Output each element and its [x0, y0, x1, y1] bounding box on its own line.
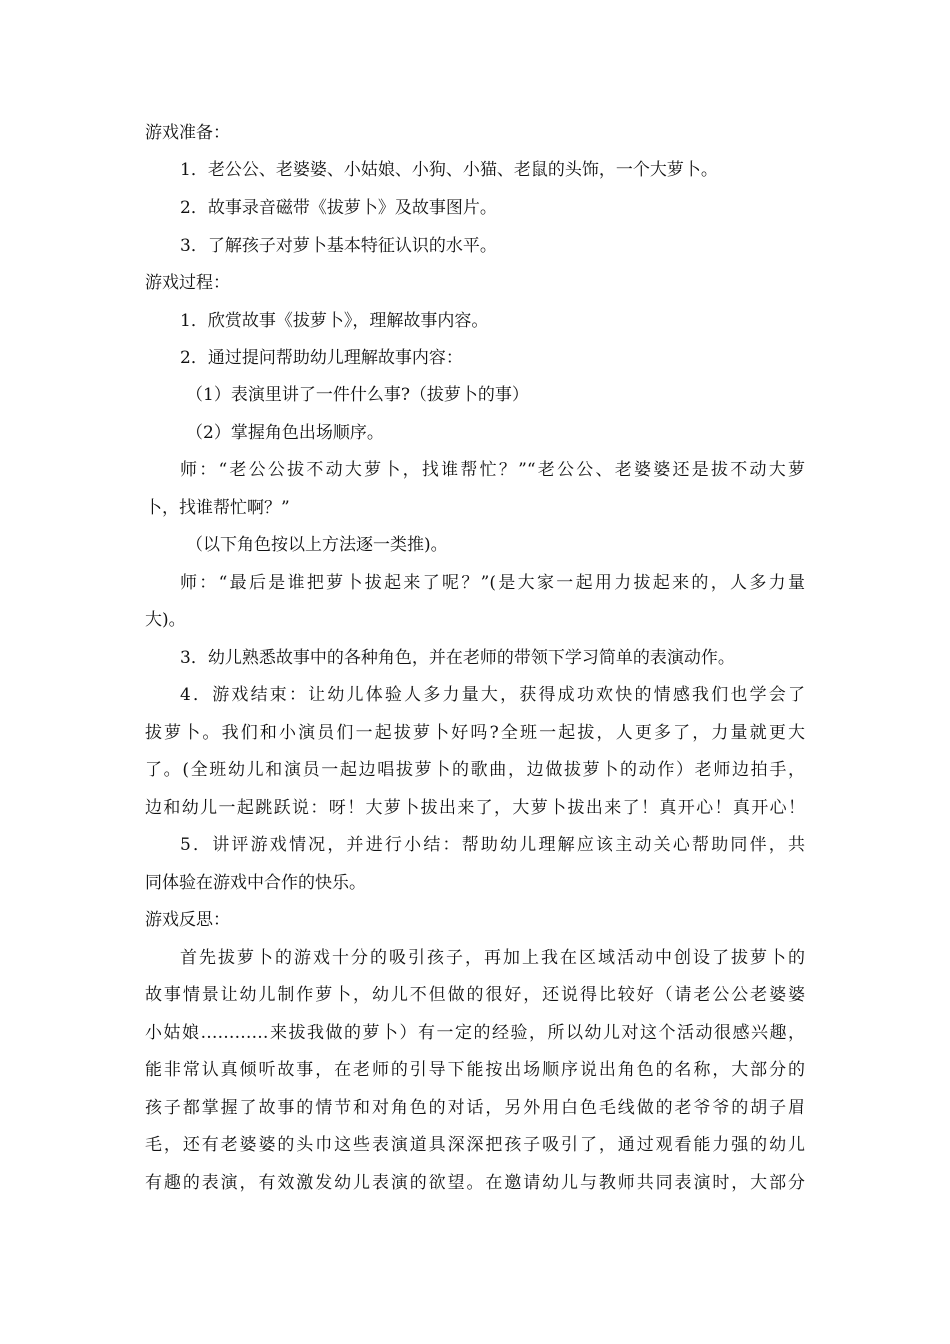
process-step-1: 1．欣赏故事《拔萝卜》，理解故事内容。: [180, 311, 489, 331]
process-step-5-line-1: 5．讲评游戏情况，并进行小结：帮助幼儿理解应该主动关心帮助同伴，共: [180, 835, 805, 855]
teacher-line-1a: 师：“老公公拔不动大萝卜，找谁帮忙？”“老公公、老婆婆还是拔不动大萝: [180, 460, 805, 480]
note-line: （以下角色按以上方法逐一类推)。: [186, 535, 448, 555]
reflect-heading: 游戏反思：: [145, 910, 230, 930]
process-step-4-line-4: 边和幼儿一起跳跃说：呀！大萝卜拔出来了，大萝卜拔出来了！真开心！真开心！: [145, 798, 805, 818]
process-step-2: 2．通过提问帮助幼儿理解故事内容：: [180, 348, 463, 368]
reflect-line-4: 能非常认真倾听故事，在老师的引导下能按出场顺序说出角色的名称，大部分的: [145, 1060, 805, 1080]
process-heading: 游戏过程：: [145, 273, 230, 293]
process-step-5-line-2: 同体验在游戏中合作的快乐。: [145, 873, 366, 893]
question-2: （2）掌握角色出场顺序。: [186, 423, 384, 443]
reflect-line-1: 首先拔萝卜的游戏十分的吸引孩子，再加上我在区域活动中创设了拔萝卜的: [180, 948, 805, 968]
reflect-line-3: 小姑娘…………来拔我做的萝卜）有一定的经验，所以幼儿对这个活动很感兴趣，: [145, 1023, 805, 1043]
prep-heading: 游戏准备：: [145, 123, 230, 143]
teacher-line-1b: 卜，找谁帮忙啊？”: [145, 498, 290, 518]
question-1: （1）表演里讲了一件什么事?（拔萝卜的事）: [186, 385, 529, 405]
reflect-line-7: 有趣的表演，有效激发幼儿表演的欲望。在邀请幼儿与教师共同表演时，大部分: [145, 1173, 805, 1193]
process-step-4-line-3: 了。(全班幼儿和演员一起边唱拔萝卜的歌曲，边做拔萝卜的动作）老师边拍手，: [145, 760, 805, 780]
teacher-line-2a: 师：“最后是谁把萝卜拔起来了呢？”(是大家一起用力拔起来的，人多力量: [180, 573, 805, 593]
prep-item-1: 1．老公公、老婆婆、小姑娘、小狗、小猫、老鼠的头饰，一个大萝卜。: [180, 160, 718, 180]
reflect-line-5: 孩子都掌握了故事的情节和对角色的对话，另外用白色毛线做的老爷爷的胡子眉: [145, 1098, 805, 1118]
prep-item-2: 2．故事录音磁带《拔萝卜》及故事图片。: [180, 198, 497, 218]
teacher-line-2b: 大)。: [145, 610, 186, 630]
prep-item-3: 3．了解孩子对萝卜基本特征认识的水平。: [180, 236, 497, 256]
reflect-line-2: 故事情景让幼儿制作萝卜，幼儿不但做的很好，还说得比较好（请老公公老婆婆: [145, 985, 805, 1005]
reflect-line-6: 毛，还有老婆婆的头巾这些表演道具深深把孩子吸引了，通过观看能力强的幼儿: [145, 1135, 805, 1155]
process-step-4-line-1: 4．游戏结束：让幼儿体验人多力量大，获得成功欢快的情感我们也学会了: [180, 685, 805, 705]
process-step-3: 3．幼儿熟悉故事中的各种角色，并在老师的带领下学习简单的表演动作。: [180, 648, 735, 668]
process-step-4-line-2: 拔萝卜。我们和小演员们一起拔萝卜好吗?全班一起拔，人更多了，力量就更大: [145, 723, 805, 743]
